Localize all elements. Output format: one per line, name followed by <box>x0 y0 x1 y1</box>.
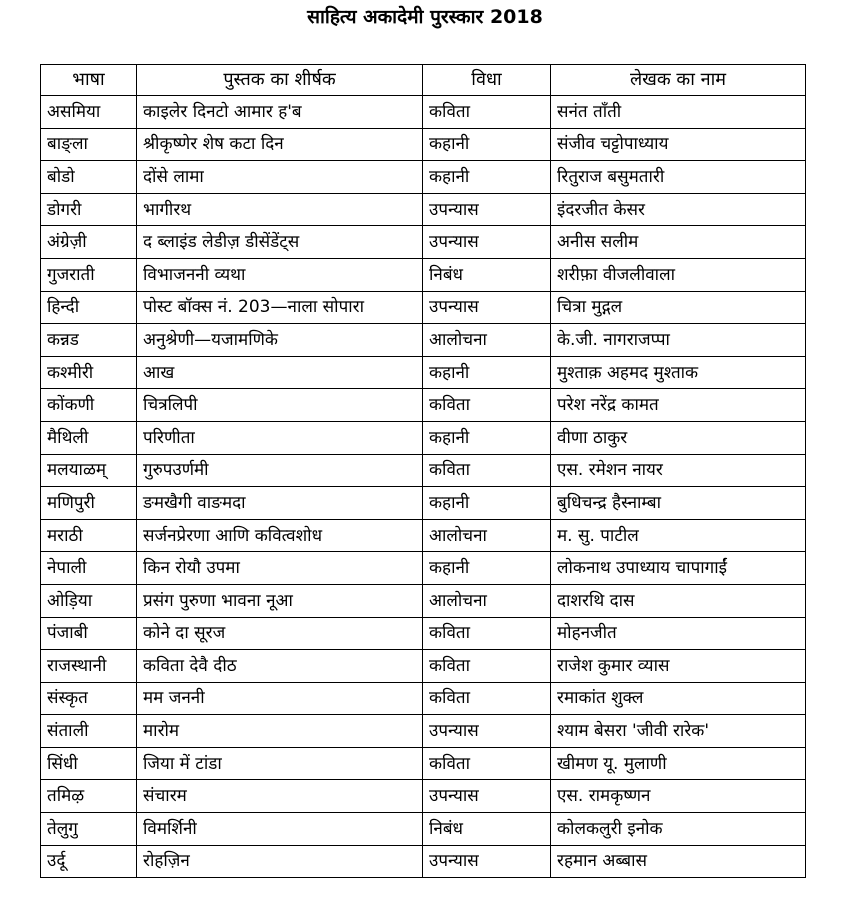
table-row <box>41 389 806 422</box>
cell-author: राजेश कुमार व्यास <box>551 650 806 683</box>
table-row <box>41 454 806 487</box>
table-row <box>41 128 806 161</box>
cell-language: उर्दू <box>41 845 137 878</box>
cell-book-title: पोस्ट बॉक्स नं. 203—नाला सोपारा <box>137 291 423 324</box>
cell-book-title: कविता देवै दीठ <box>137 650 423 683</box>
cell-book-title: विमर्शिनी <box>137 813 423 846</box>
table-row <box>41 813 806 846</box>
cell-book-title: मम जननी <box>137 682 423 715</box>
cell-genre: उपन्यास <box>423 845 551 878</box>
table-row <box>41 356 806 389</box>
cell-language: कोंकणी <box>41 389 137 422</box>
cell-book-title: संचारम <box>137 780 423 813</box>
header-row <box>41 65 806 96</box>
cell-genre: आलोचना <box>423 519 551 552</box>
cell-book-title: गुरुपउर्णमी <box>137 454 423 487</box>
cell-genre: कहानी <box>423 128 551 161</box>
cell-language: डोगरी <box>41 193 137 226</box>
cell-genre: कहानी <box>423 552 551 585</box>
table-row <box>41 519 806 552</box>
cell-genre: कविता <box>423 747 551 780</box>
cell-language: अंग्रेज़ी <box>41 226 137 259</box>
cell-book-title: चित्रलिपी <box>137 389 423 422</box>
cell-author: इंदरजीत केसर <box>551 193 806 226</box>
header-genre: विधा <box>423 65 551 96</box>
cell-language: गुजराती <box>41 258 137 291</box>
cell-book-title: विभाजननी व्यथा <box>137 258 423 291</box>
cell-book-title: मारोम <box>137 715 423 748</box>
cell-language: संस्कृत <box>41 682 137 715</box>
cell-language: सिंधी <box>41 747 137 780</box>
cell-language: ओड़िया <box>41 584 137 617</box>
table-row <box>41 682 806 715</box>
cell-author: वीणा ठाकुर <box>551 421 806 454</box>
cell-author: रितुराज बसुमतारी <box>551 161 806 194</box>
cell-author: परेश नरेंद्र कामत <box>551 389 806 422</box>
cell-book-title: काइलेर दिनटो आमार ह'ब <box>137 96 423 129</box>
cell-book-title: रोहज़िन <box>137 845 423 878</box>
table-row <box>41 780 806 813</box>
cell-language: राजस्थानी <box>41 650 137 683</box>
cell-language: मैथिली <box>41 421 137 454</box>
cell-author: कोलकलुरी इनोक <box>551 813 806 846</box>
awards-table <box>40 64 806 878</box>
table-row <box>41 258 806 291</box>
table-row <box>41 715 806 748</box>
cell-language: मणिपुरी <box>41 487 137 520</box>
cell-genre: कहानी <box>423 356 551 389</box>
cell-language: तेलुगु <box>41 813 137 846</box>
cell-genre: कविता <box>423 96 551 129</box>
cell-genre: उपन्यास <box>423 291 551 324</box>
cell-genre: उपन्यास <box>423 226 551 259</box>
cell-author: सनंत ताँती <box>551 96 806 129</box>
cell-book-title: आख <box>137 356 423 389</box>
table-row <box>41 650 806 683</box>
cell-author: म. सु. पाटील <box>551 519 806 552</box>
cell-author: संजीव चट्टोपाध्याय <box>551 128 806 161</box>
cell-author: मुश्ताक़ अहमद मुश्ताक <box>551 356 806 389</box>
header-language: भाषा <box>41 65 137 96</box>
cell-book-title: दोंसे लामा <box>137 161 423 194</box>
header-book-title: पुस्तक का शीर्षक <box>137 65 423 96</box>
cell-genre: आलोचना <box>423 324 551 357</box>
table-row <box>41 291 806 324</box>
cell-genre: कहानी <box>423 161 551 194</box>
cell-language: मलयाळम् <box>41 454 137 487</box>
cell-book-title: सर्जनप्रेरणा आणि कवित्वशोध <box>137 519 423 552</box>
cell-genre: निबंध <box>423 813 551 846</box>
cell-book-title: जिया में टांडा <box>137 747 423 780</box>
table-row <box>41 584 806 617</box>
cell-genre: कविता <box>423 617 551 650</box>
cell-author: शरीफ़ा वीजलीवाला <box>551 258 806 291</box>
table-row <box>41 161 806 194</box>
cell-book-title: प्रसंग पुरुणा भावना नूआ <box>137 584 423 617</box>
cell-book-title: भागीरथ <box>137 193 423 226</box>
cell-genre: कविता <box>423 650 551 683</box>
cell-author: रमाकांत शुक्ल <box>551 682 806 715</box>
cell-genre: उपन्यास <box>423 780 551 813</box>
table-row <box>41 226 806 259</box>
cell-author: श्याम बेसरा 'जीवी रारेक' <box>551 715 806 748</box>
cell-genre: कहानी <box>423 421 551 454</box>
cell-genre: कहानी <box>423 487 551 520</box>
cell-book-title: कोने दा सूरज <box>137 617 423 650</box>
cell-author: अनीस सलीम <box>551 226 806 259</box>
cell-genre: आलोचना <box>423 584 551 617</box>
cell-author: बुधिचन्द्र हैस्नाम्बा <box>551 487 806 520</box>
table-row <box>41 845 806 878</box>
cell-language: मराठी <box>41 519 137 552</box>
cell-author: एस. रामकृष्णन <box>551 780 806 813</box>
cell-book-title: परिणीता <box>137 421 423 454</box>
cell-author: मोहनजीत <box>551 617 806 650</box>
cell-book-title: ङमखैगी वाङमदा <box>137 487 423 520</box>
cell-language: तमिऴ <box>41 780 137 813</box>
cell-language: कन्नड <box>41 324 137 357</box>
cell-author: दाशरथि दास <box>551 584 806 617</box>
cell-book-title: अनुश्रेणी—यजामणिके <box>137 324 423 357</box>
cell-language: कश्मीरी <box>41 356 137 389</box>
cell-author: चित्रा मुद्गल <box>551 291 806 324</box>
cell-genre: उपन्यास <box>423 715 551 748</box>
cell-language: बोडो <box>41 161 137 194</box>
table-row <box>41 193 806 226</box>
cell-language: संताली <box>41 715 137 748</box>
cell-language: हिन्दी <box>41 291 137 324</box>
header-author: लेखक का नाम <box>551 65 806 96</box>
table-row <box>41 324 806 357</box>
cell-genre: उपन्यास <box>423 193 551 226</box>
cell-language: असमिया <box>41 96 137 129</box>
cell-language: पंजाबी <box>41 617 137 650</box>
cell-author: रहमान अब्बास <box>551 845 806 878</box>
cell-language: नेपाली <box>41 552 137 585</box>
cell-book-title: किन रोयौ उपमा <box>137 552 423 585</box>
page-title: साहित्य अकादेमी पुरस्कार 2018 <box>307 6 543 28</box>
table-row <box>41 96 806 129</box>
table-row <box>41 421 806 454</box>
cell-book-title: श्रीकृष्णेर शेष कटा दिन <box>137 128 423 161</box>
cell-author: खीमण यू. मुलाणी <box>551 747 806 780</box>
cell-genre: कविता <box>423 389 551 422</box>
cell-book-title: द ब्लाइंड लेडीज़ डीसेंडेंट्स <box>137 226 423 259</box>
cell-author: लोकनाथ उपाध्याय चापागाईं <box>551 552 806 585</box>
cell-author: के.जी. नागराजप्पा <box>551 324 806 357</box>
table-row <box>41 552 806 585</box>
table-row <box>41 747 806 780</box>
cell-author: एस. रमेशन नायर <box>551 454 806 487</box>
table-row <box>41 617 806 650</box>
cell-language: बाङ्ला <box>41 128 137 161</box>
cell-genre: कविता <box>423 682 551 715</box>
cell-genre: कविता <box>423 454 551 487</box>
cell-genre: निबंध <box>423 258 551 291</box>
table-row <box>41 487 806 520</box>
